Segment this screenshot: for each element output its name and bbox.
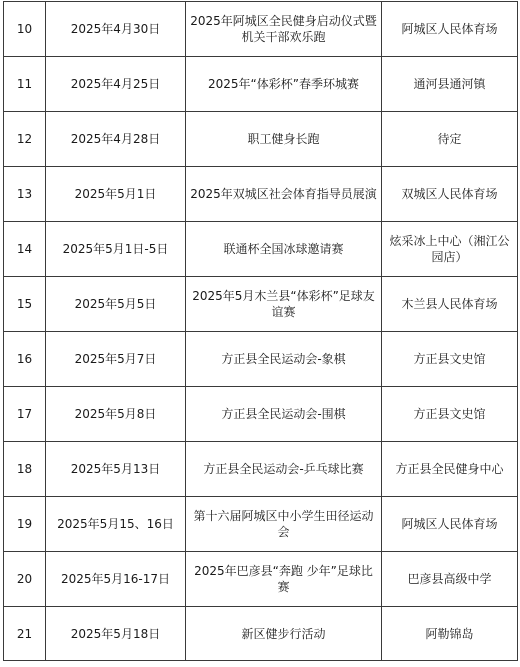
event-cell — [186, 112, 382, 167]
venue-cell — [382, 607, 518, 661]
event-venue: 阿城区人民体育场 — [401, 517, 498, 531]
table-row — [4, 607, 518, 661]
date-cell — [46, 387, 186, 442]
row-number: 16 — [16, 352, 33, 366]
row-number-cell — [4, 387, 46, 442]
event-venue: 通河县通河镇 — [413, 77, 486, 91]
venue-cell — [382, 277, 518, 332]
event-name: 2025年5月木兰县“体彩杯”足球友谊赛 — [192, 289, 375, 319]
event-name: 新区健步行活动 — [241, 626, 326, 641]
event-cell — [186, 167, 382, 222]
row-number: 19 — [16, 517, 33, 531]
row-number-cell — [4, 442, 46, 497]
event-date: 2025年5月8日 — [74, 407, 157, 421]
venue-cell — [382, 2, 518, 57]
row-number: 21 — [16, 626, 33, 641]
event-cell — [186, 2, 382, 57]
table-row — [4, 2, 518, 57]
row-number: 13 — [16, 187, 33, 201]
venue-cell — [382, 332, 518, 387]
venue-cell — [382, 167, 518, 222]
row-number-cell — [4, 222, 46, 277]
event-name: 方正县全民运动会-乒乓球比赛 — [203, 462, 364, 476]
event-venue: 阿城区人民体育场 — [401, 22, 498, 36]
table-row — [4, 112, 518, 167]
event-venue: 待定 — [437, 132, 462, 146]
row-number-cell — [4, 497, 46, 552]
event-cell — [186, 387, 382, 442]
row-number: 11 — [16, 77, 33, 91]
event-cell — [186, 552, 382, 607]
venue-cell — [382, 387, 518, 442]
event-cell — [186, 222, 382, 277]
row-number-cell — [4, 607, 46, 661]
event-name: 2025年双城区社会体育指导员展演 — [190, 187, 377, 201]
events-table — [3, 1, 518, 661]
venue-cell — [382, 552, 518, 607]
event-name: 第十六届阿城区中小学生田径运动会 — [193, 509, 374, 539]
event-name: 方正县全民运动会-象棋 — [221, 352, 346, 366]
table-row — [4, 497, 518, 552]
event-name: 职工健身长跑 — [247, 132, 320, 146]
event-name: 2025年“体彩杯”春季环城赛 — [208, 77, 359, 91]
event-venue: 木兰县人民体育场 — [401, 297, 498, 311]
event-venue: 巴彦县高级中学 — [407, 572, 492, 586]
event-date: 2025年5月13日 — [70, 462, 161, 476]
event-cell — [186, 57, 382, 112]
table-row — [4, 57, 518, 112]
venue-cell — [382, 442, 518, 497]
event-date: 2025年5月15、16日 — [57, 517, 174, 531]
table-row — [4, 332, 518, 387]
date-cell — [46, 2, 186, 57]
table-row — [4, 552, 518, 607]
event-venue: 方正县全民健身中心 — [395, 462, 504, 476]
row-number-cell — [4, 552, 46, 607]
event-venue: 方正县文史馆 — [413, 352, 486, 366]
event-date: 2025年5月1日-5日 — [62, 242, 169, 256]
event-date: 2025年4月30日 — [70, 22, 161, 36]
event-venue: 阿勒锦岛 — [425, 626, 474, 641]
row-number: 12 — [16, 132, 33, 146]
event-date: 2025年5月16-17日 — [60, 572, 171, 586]
event-date: 2025年5月18日 — [70, 626, 161, 641]
row-number-cell — [4, 167, 46, 222]
event-date: 2025年5月7日 — [74, 352, 157, 366]
date-cell — [46, 222, 186, 277]
row-number-cell — [4, 277, 46, 332]
event-name: 2025年阿城区全民健身启动仪式暨机关干部欢乐跑 — [190, 14, 377, 44]
venue-cell — [382, 112, 518, 167]
venue-cell — [382, 222, 518, 277]
events-table-body — [4, 2, 518, 661]
date-cell — [46, 57, 186, 112]
event-date: 2025年4月28日 — [70, 132, 161, 146]
table-row — [4, 387, 518, 442]
event-cell — [186, 607, 382, 661]
event-date: 2025年4月25日 — [70, 77, 161, 91]
event-cell — [186, 442, 382, 497]
date-cell — [46, 332, 186, 387]
table-row — [4, 442, 518, 497]
venue-cell — [382, 57, 518, 112]
venue-cell — [382, 497, 518, 552]
event-name: 联通杯全国冰球邀请赛 — [223, 242, 344, 256]
event-cell — [186, 497, 382, 552]
row-number-cell — [4, 57, 46, 112]
event-cell — [186, 332, 382, 387]
event-venue: 双城区人民体育场 — [401, 187, 498, 201]
table-row — [4, 167, 518, 222]
event-venue: 炫采冰上中心（湘江公园店） — [389, 234, 510, 264]
row-number: 17 — [16, 407, 33, 421]
event-name: 方正县全民运动会-围棋 — [221, 407, 346, 421]
row-number-cell — [4, 2, 46, 57]
date-cell — [46, 497, 186, 552]
date-cell — [46, 167, 186, 222]
date-cell — [46, 607, 186, 661]
row-number-cell — [4, 112, 46, 167]
row-number: 10 — [16, 22, 33, 36]
date-cell — [46, 442, 186, 497]
row-number: 18 — [16, 462, 33, 476]
row-number: 15 — [16, 297, 33, 311]
event-date: 2025年5月1日 — [74, 187, 157, 201]
event-name: 2025年巴彦县“奔跑 少年”足球比赛 — [194, 564, 373, 594]
table-row — [4, 277, 518, 332]
row-number-cell — [4, 332, 46, 387]
date-cell — [46, 552, 186, 607]
event-venue: 方正县文史馆 — [413, 407, 486, 421]
date-cell — [46, 112, 186, 167]
table-row — [4, 222, 518, 277]
row-number: 20 — [16, 572, 33, 586]
row-number: 14 — [16, 242, 33, 256]
date-cell — [46, 277, 186, 332]
event-date: 2025年5月5日 — [74, 297, 157, 311]
event-cell — [186, 277, 382, 332]
